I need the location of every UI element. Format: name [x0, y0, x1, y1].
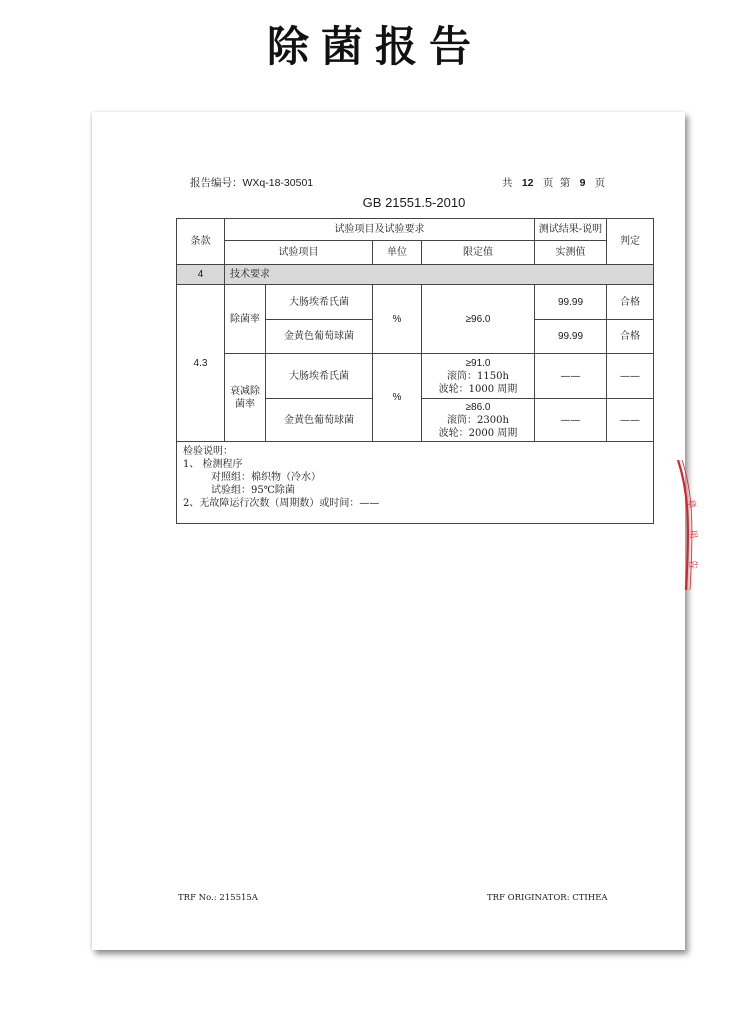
sub-item: 试验项目: [225, 241, 373, 265]
group2-name: 衰减除 菌率: [225, 354, 266, 442]
page-indicator: 共 12 页 第 9 页: [502, 177, 606, 189]
sub-limit: 限定值: [422, 241, 535, 265]
clause-number: 4.3: [177, 285, 225, 442]
measured-value: 99.99: [535, 285, 607, 320]
limit-cell: ≥91.0 滚筒：1150h 波轮：1000 周期: [422, 354, 535, 399]
verdict-cell: ——: [607, 354, 654, 399]
inspection-notes: 检验说明： 1、 检测程序 对照组：棉织物（冷水） 试验组：95℃除菌 2、无故障运行次数（周期数）或时间：——: [177, 442, 654, 524]
limit-cell: ≥86.0 滚筒：2300h 波轮：2000 周期: [422, 399, 535, 442]
measured-value: ——: [535, 354, 607, 399]
section-row: [177, 265, 654, 285]
measured-value: ——: [535, 399, 607, 442]
svg-text:用: 用: [687, 529, 698, 540]
organism-cell: 大肠埃希氏菌: [266, 354, 373, 399]
col-clause: 条款: [177, 219, 225, 265]
table-row: [177, 285, 654, 320]
sub-measured: 实测值: [535, 241, 607, 265]
results-table: [176, 218, 654, 524]
sub-unit: 单位: [373, 241, 422, 265]
organism-cell: 金黄色葡萄球菌: [266, 399, 373, 442]
footer-trf-originator: TRF ORIGINATOR: CTIHEA: [487, 893, 608, 903]
standard-title: GB 21551.5-2010: [362, 195, 466, 210]
group1-name: 除菌率: [225, 285, 266, 354]
red-stamp-icon: [668, 460, 708, 590]
svg-text:章: 章: [685, 498, 697, 510]
verdict-cell: ——: [607, 399, 654, 442]
section-no: 4: [177, 265, 225, 285]
header-row-1: [177, 219, 654, 241]
svg-text:告: 告: [687, 560, 697, 570]
organism-cell: 金黄色葡萄球菌: [266, 320, 373, 354]
section-title: 技术要求: [225, 265, 654, 285]
col-verdict: 判定: [607, 219, 654, 265]
limit-cell: ≥96.0: [422, 285, 535, 354]
footer-trf-number: TRF No.: 215515A: [178, 893, 258, 903]
page-title: 除菌报告: [266, 22, 483, 71]
table-row: [177, 354, 654, 399]
notes-row: [177, 442, 654, 524]
col-group-items: 试验项目及试验要求: [225, 219, 535, 241]
organism-cell: 大肠埃希氏菌: [266, 285, 373, 320]
unit-cell: %: [373, 285, 422, 354]
header-row-2: [177, 241, 654, 265]
measured-value: 99.99: [535, 320, 607, 354]
report-number: 报告编号：WXq-18-30501: [190, 177, 314, 189]
col-group-result: 测试结果-说明: [535, 219, 607, 241]
verdict-cell: 合格: [607, 285, 654, 320]
verdict-cell: 合格: [607, 320, 654, 354]
unit-cell: %: [373, 354, 422, 442]
